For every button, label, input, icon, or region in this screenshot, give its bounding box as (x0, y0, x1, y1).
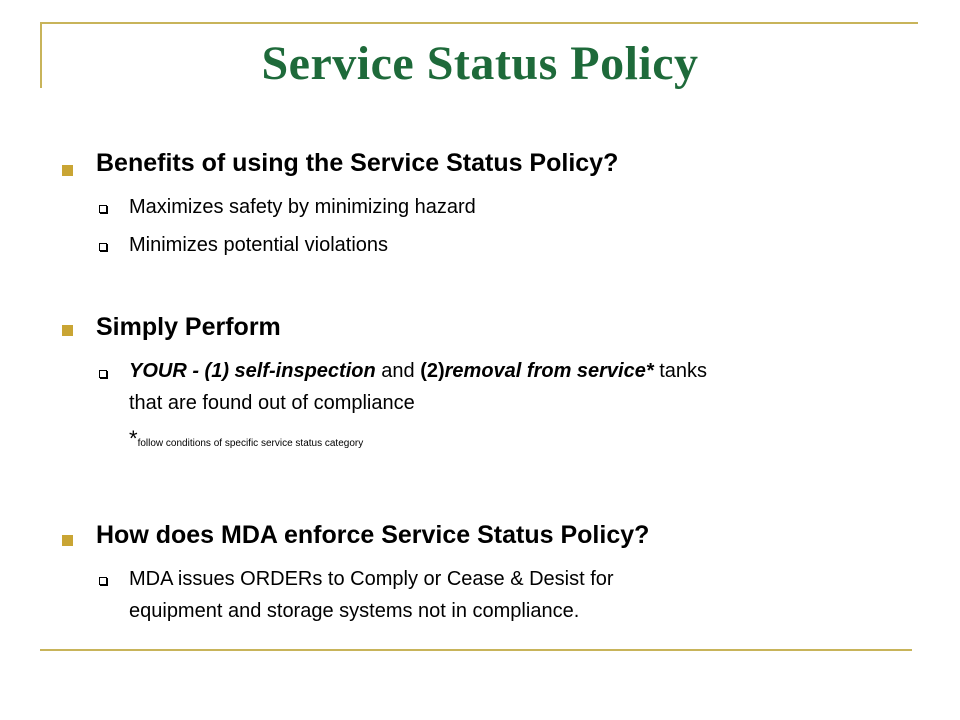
footnote (129, 426, 363, 452)
section1-item-2: Minimizes potential violations (129, 234, 389, 256)
bullet-square-icon (62, 165, 73, 176)
footnote-text: follow conditions of specific service status category (137, 438, 364, 449)
section1-heading: Benefits of using the Service Status Policy? (96, 149, 619, 177)
footnote-star: * (129, 426, 138, 451)
checkbox-bullet-icon (99, 243, 107, 251)
bullet-square-icon (62, 535, 73, 546)
and-text: and (375, 360, 421, 382)
section2-item-line2: that are found out of compliance (129, 392, 415, 414)
checkbox-bullet-icon (99, 205, 107, 213)
bullet-square-icon (62, 325, 73, 336)
slide-title: Service Status Policy (261, 37, 699, 90)
checkbox-bullet-icon (99, 370, 107, 378)
section3-heading: How does MDA enforce Service Status Policy? (96, 521, 650, 549)
self-inspection-text: YOUR - (1) self-inspection (129, 360, 376, 382)
section2-heading: Simply Perform (96, 313, 281, 341)
frame-bottom-line (40, 649, 912, 651)
tanks-text: tanks (653, 360, 708, 382)
removal-text: removal from service* (444, 360, 654, 382)
section1-item-1: Maximizes safety by minimizing hazard (129, 196, 476, 218)
checkbox-bullet-icon (99, 577, 107, 585)
section3-item-line1: MDA issues ORDERs to Comply or Cease & Desist for (129, 568, 614, 590)
step2-number: (2) (420, 360, 445, 382)
section3-item-line2: equipment and storage systems not in compliance. (129, 600, 580, 622)
frame-top-line (40, 22, 918, 24)
section2-item-line1 (129, 358, 707, 384)
